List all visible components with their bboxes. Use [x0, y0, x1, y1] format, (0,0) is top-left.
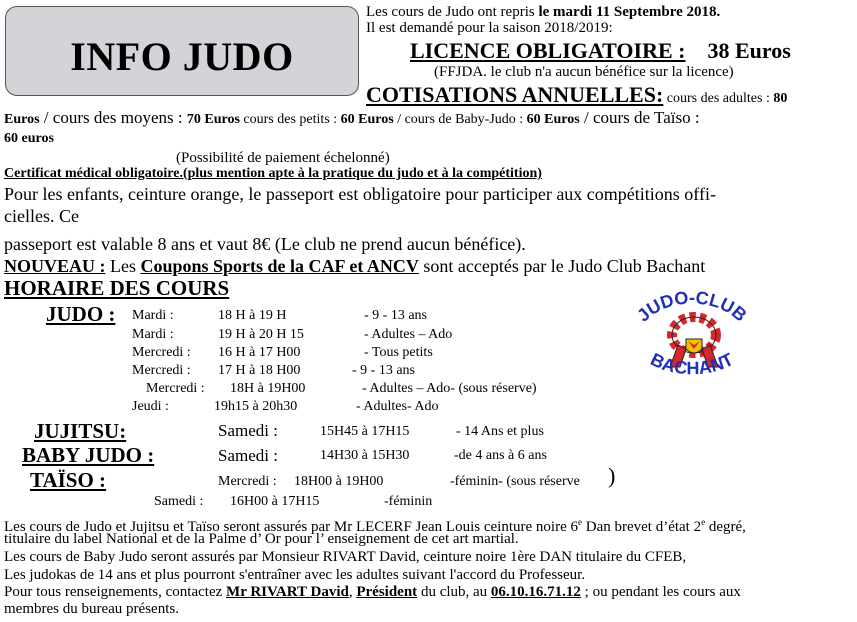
licence-note: (FFJDA. le club n'a aucun bénéfice sur la licence)	[434, 64, 734, 80]
judo-group: - Tous petits	[364, 345, 433, 360]
contact-name: Mr RIVART David	[226, 584, 349, 600]
taiso-day: Mercredi :	[218, 474, 277, 489]
cotisations-adults-price: 80	[773, 91, 788, 106]
payment-note: (Possibilité de paiement échelonné)	[176, 150, 390, 166]
taiso-time: 18H00 à 19H00	[294, 474, 384, 489]
certificat-note: Certificat médical obligatoire.(plus mention apte à la pratique du judo et à la compétition)	[4, 166, 542, 181]
contact-phone: 06.10.16.71.12	[490, 584, 581, 600]
taiso-label: TAÏSO :	[30, 468, 107, 492]
passeport-line-3: passeport est valable 8 ans et vaut 8€ (Le club ne prend aucun bénéfice).	[4, 234, 526, 254]
baby-judo-group: -de 4 ans à 6 ans	[454, 448, 547, 463]
judo-time: 18 H à 19 H	[218, 308, 287, 323]
nouveau-label: NOUVEAU :	[4, 256, 106, 276]
footer-line-5	[4, 584, 741, 601]
taiso-day: Samedi :	[154, 494, 204, 509]
baby-judo-day: Samedi :	[218, 446, 278, 465]
judo-time: 17 H à 18 H00	[218, 363, 301, 378]
taiso-group: -féminin	[384, 494, 433, 509]
intro-line-2: Il est demandé pour la saison 2018/2019:	[366, 20, 613, 36]
cotisations-label: COTISATIONS ANNUELLES:	[366, 82, 664, 107]
page-title: INFO JUDO	[70, 34, 294, 79]
cotisations-line-2	[4, 110, 700, 128]
judo-day: Mardi :	[132, 308, 174, 323]
nouveau-line	[4, 256, 705, 276]
nouveau-text-2: sont acceptés par le Judo Club Bachant	[418, 256, 706, 276]
nouveau-coupons: Coupons Sports de la CAF et ANCV	[140, 256, 419, 276]
taiso-time: 16H00 à 17H15	[230, 494, 320, 509]
passeport-line-2: cielles. Ce	[4, 206, 79, 226]
judo-time: 18H à 19H00	[230, 381, 306, 396]
cotisations-line	[366, 82, 787, 108]
horaires-title: HORAIRE DES COURS	[4, 276, 230, 300]
licence-line	[410, 38, 791, 64]
taiso-group: -féminin- (sous réserve	[450, 474, 580, 489]
licence-price: 38 Euros	[707, 38, 791, 63]
judo-day: Jeudi :	[132, 399, 169, 414]
cotisations-baby: / cours de Baby-Judo :	[393, 112, 527, 127]
contact-role: Président	[356, 584, 418, 600]
cotisations-petits-price: 60 Euros	[340, 112, 394, 127]
judo-day: Mercredi :	[146, 381, 205, 396]
cotisations-taiso: / cours de Taïso :	[579, 108, 700, 127]
cotisations-euros: Euros	[4, 112, 40, 127]
footer-line-3: Les cours de Baby Judo seront assurés par Monsieur RIVART David, ceinture noire 1ère DAN titulaire du CFEB,	[4, 549, 687, 565]
licence-label: LICENCE OBLIGATOIRE :	[410, 38, 686, 63]
cotisations-baby-price: 60 Euros	[526, 112, 580, 127]
footer-text: ,	[348, 584, 357, 600]
cotisations-moyens-price: 70 Euros	[186, 112, 240, 127]
footer-text: ; ou pendant les cours aux	[580, 584, 741, 600]
judo-group: - 9 - 13 ans	[352, 363, 415, 378]
footer-text: degré,	[705, 519, 746, 535]
footer-line-4: Les judokas de 14 ans et plus pourront s'entraîner avec les adultes suivant l'accord du Professeur.	[4, 567, 586, 583]
cotisations-moyens: / cours des moyens :	[39, 108, 187, 127]
logo-text-bottom: BACHANT	[647, 349, 737, 379]
jujitsu-day: Samedi :	[218, 421, 278, 440]
title-box	[5, 6, 359, 96]
nouveau-text-1: Les	[105, 256, 141, 276]
jujitsu-label: JUJITSU:	[34, 419, 127, 443]
intro-date: le mardi 11 Septembre 2018.	[538, 4, 721, 20]
footer-line-2: titulaire du label National et de la Palme d’ Or pour l’ enseignement de cet art martial.	[4, 531, 519, 547]
judo-group: - Adultes – Ado- (sous réserve)	[362, 381, 537, 396]
intro-line-1	[366, 4, 720, 21]
judo-day: Mercredi :	[132, 345, 191, 360]
club-logo	[628, 283, 756, 389]
footer-text: Dan brevet d’état 2	[581, 519, 702, 535]
passeport-line-1: Pour les enfants, ceinture orange, le passeport est obligatoire pour participer aux compétitions offi-	[4, 184, 716, 204]
judo-day: Mardi :	[132, 327, 174, 342]
jujitsu-group: - 14 Ans et plus	[456, 424, 544, 439]
judo-time: 19 H à 20 H 15	[218, 327, 304, 342]
logo-text-top: JUDO-CLUB	[633, 287, 751, 326]
baby-judo-time: 14H30 à 15H30	[320, 448, 410, 463]
footer-text: Pour tous renseignements, contactez	[4, 584, 227, 600]
cotisations-taiso-price: 60 euros	[4, 131, 54, 146]
judo-group: - Adultes- Ado	[356, 399, 439, 414]
jujitsu-time: 15H45 à 17H15	[320, 424, 410, 439]
judo-time: 19h15 à 20h30	[214, 399, 298, 414]
judo-group: - Adultes – Ado	[364, 327, 453, 342]
judo-label: JUDO :	[46, 302, 116, 326]
footer-sup: e	[577, 517, 582, 527]
judo-day: Mercredi :	[132, 363, 191, 378]
cotisations-adults: cours des adultes :	[663, 91, 774, 106]
cotisations-petits: cours des petits :	[239, 112, 341, 127]
footer-sup: e	[701, 517, 706, 527]
taiso-paren: )	[608, 463, 616, 488]
judo-group: - 9 - 13 ans	[364, 308, 427, 323]
footer-line-6: membres du bureau présents.	[4, 601, 179, 617]
footer-text: du club, au	[417, 584, 491, 600]
shield-icon	[686, 339, 702, 353]
intro-text: Les cours de Judo ont repris	[366, 4, 539, 20]
judo-time: 16 H à 17 H00	[218, 345, 301, 360]
baby-judo-label: BABY JUDO :	[22, 443, 155, 467]
footer-text: Les cours de Judo et Jujitsu et Taïso seront assurés par Mr LECERF Jean Louis ceinture noire 6	[4, 519, 578, 535]
